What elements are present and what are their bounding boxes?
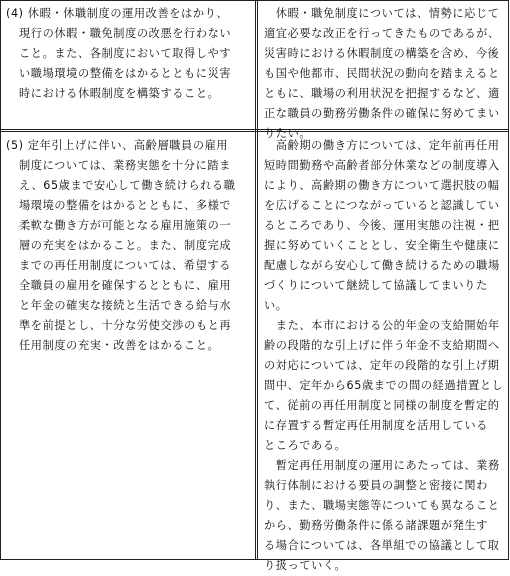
text-line: に存置する暫定再任用制度を活用している: [264, 419, 488, 432]
text-line: までの再任用制度については、希望する: [19, 259, 231, 272]
text-line: 短時間勤務や高齢者部分休業などの制度導入: [264, 159, 500, 172]
text-line: の対応については、定年の段階的な引上げ期: [264, 359, 500, 372]
text-line: 場環境の整備をはかるとともに、多様で: [19, 199, 232, 212]
text-line: り扱っていく。: [264, 559, 347, 572]
response-item-5: [264, 136, 504, 576]
text-line: ともに、職場の利用状況を把握するなど、適: [264, 87, 500, 100]
text-line: も国や他都市、民間状況の動向を踏まえると: [264, 67, 500, 80]
text-line: を広げることにつながっていると認識してい: [264, 199, 500, 212]
text-line: え、65歳まで安心して働き続けられる職: [19, 179, 236, 192]
response-item-4: [264, 4, 504, 144]
text-line: り、また、職場実態等についても異なること: [264, 499, 500, 512]
text-line: るところであり、今後、運用実態の注視・把: [264, 219, 500, 232]
text-line: 適宜必要な改正を行ってきたものであるが、: [264, 27, 500, 40]
text-line: い職場環境の整備をはかるとともに災害: [19, 67, 232, 80]
text-line: (4) 休暇・休職制度の運用改善をはかり、: [6, 7, 229, 20]
text-line: 時における休暇制度を構築すること。: [19, 87, 220, 100]
text-line: ところである。: [264, 439, 347, 452]
request-item-5: [6, 136, 252, 356]
text-line: 正な職員の勤務労働条件の確保に努めてまい: [264, 107, 500, 120]
text-line: (5) 定年引上げに伴い、高齢層職員の雇用: [6, 139, 229, 152]
text-line: 間中、定年から65歳までの間の経過措置とし: [264, 379, 504, 392]
text-line: 現行の休暇・職免制度の改悪を行わない: [19, 27, 232, 40]
text-line: 全職員の雇用を確保するとともに、雇用: [19, 279, 232, 292]
text-line: づくりについて継続して協議してまいりた: [264, 279, 488, 292]
text-line: 握に努めていくこととし、安全衛生や健康に: [264, 239, 500, 252]
text-line: 執行体制における要員の調整と密接に関わ: [264, 479, 488, 492]
text-line: また、本市における公的年金の支給開始年: [264, 319, 500, 332]
text-line: こと。また、各制度において取得しやす: [19, 47, 232, 60]
text-line: により、高齢期の働き方について選択肢の幅: [264, 179, 500, 192]
column-divider: [255, 0, 258, 560]
text-line: から、勤務労働条件に係る諸課題が発生す: [264, 519, 488, 532]
text-line: る場合については、各単組での協議として取: [264, 539, 500, 552]
text-line: 齢の段階的な引上げに伴う年金不支給期間へ: [264, 339, 500, 352]
text-line: 柔軟な働き方が可能となる雇用施策の一: [19, 219, 232, 232]
text-line: 制度については、業務実態を十分に踏ま: [19, 159, 231, 172]
text-line: 層の充実をはかること。また、制度完成: [19, 239, 232, 252]
text-line: 暫定再任用制度の運用にあたっては、業務: [264, 459, 500, 472]
text-line: て、従前の再任用制度と同様の制度を暫定的: [264, 399, 500, 412]
text-line: 災害時における休暇制度の構築を含め、今後: [264, 47, 500, 60]
text-line: りたい。: [264, 127, 312, 140]
text-line: 休暇・職免制度については、情勢に応じて: [264, 7, 500, 20]
text-line: と年金の確実な接続と生活できる給与水: [19, 299, 232, 312]
text-line: い。: [264, 299, 288, 312]
text-line: 準を前提とし、十分な労使交渉のもと再: [19, 319, 232, 332]
text-line: 配慮しながら安心して働き続けるための職場: [264, 259, 500, 272]
text-line: 任用制度の充実・改善をはかること。: [19, 339, 220, 352]
request-item-4: [6, 4, 252, 104]
text-line: 高齢期の働き方については、定年前再任用: [264, 139, 500, 152]
